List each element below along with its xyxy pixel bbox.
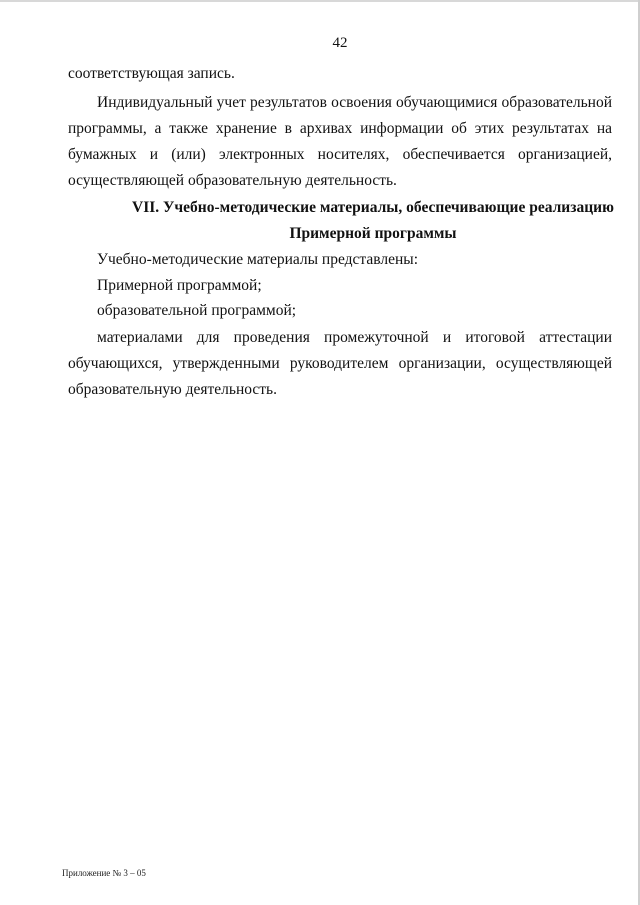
paragraph-line: соответствующая запись. <box>68 65 235 82</box>
section-heading-line-2: Примерной программы <box>289 225 457 242</box>
list-item: образовательной программой; <box>97 302 297 319</box>
list-item: Примерной программой; <box>97 277 262 294</box>
footer-note: Приложение № 3 – 05 <box>62 868 146 878</box>
section-intro: Учебно-методические материалы представлены: <box>97 251 418 268</box>
list-item: материалами для проведения промежуточной и итоговой аттестации <box>97 329 612 346</box>
page-number: 42 <box>332 35 348 51</box>
paragraph-line: осуществляющей образовательную деятельность. <box>68 172 397 189</box>
paragraph-line: бумажных и (или) электронных носителях, обеспечивается организацией, <box>68 146 612 163</box>
paragraph-line: программы, а также хранение в архивах информации об этих результатах на <box>68 120 612 137</box>
section-heading-line-1: VII. Учебно-методические материалы, обеспечивающие реализацию <box>132 199 614 216</box>
scan-edge-top <box>0 0 640 2</box>
list-item-continuation: обучающихся, утвержденными руководителем организации, осуществляющей <box>68 355 612 372</box>
list-item-continuation: образовательную деятельность. <box>68 381 277 398</box>
paragraph-line: Индивидуальный учет результатов освоения обучающимися образовательной <box>97 94 612 111</box>
